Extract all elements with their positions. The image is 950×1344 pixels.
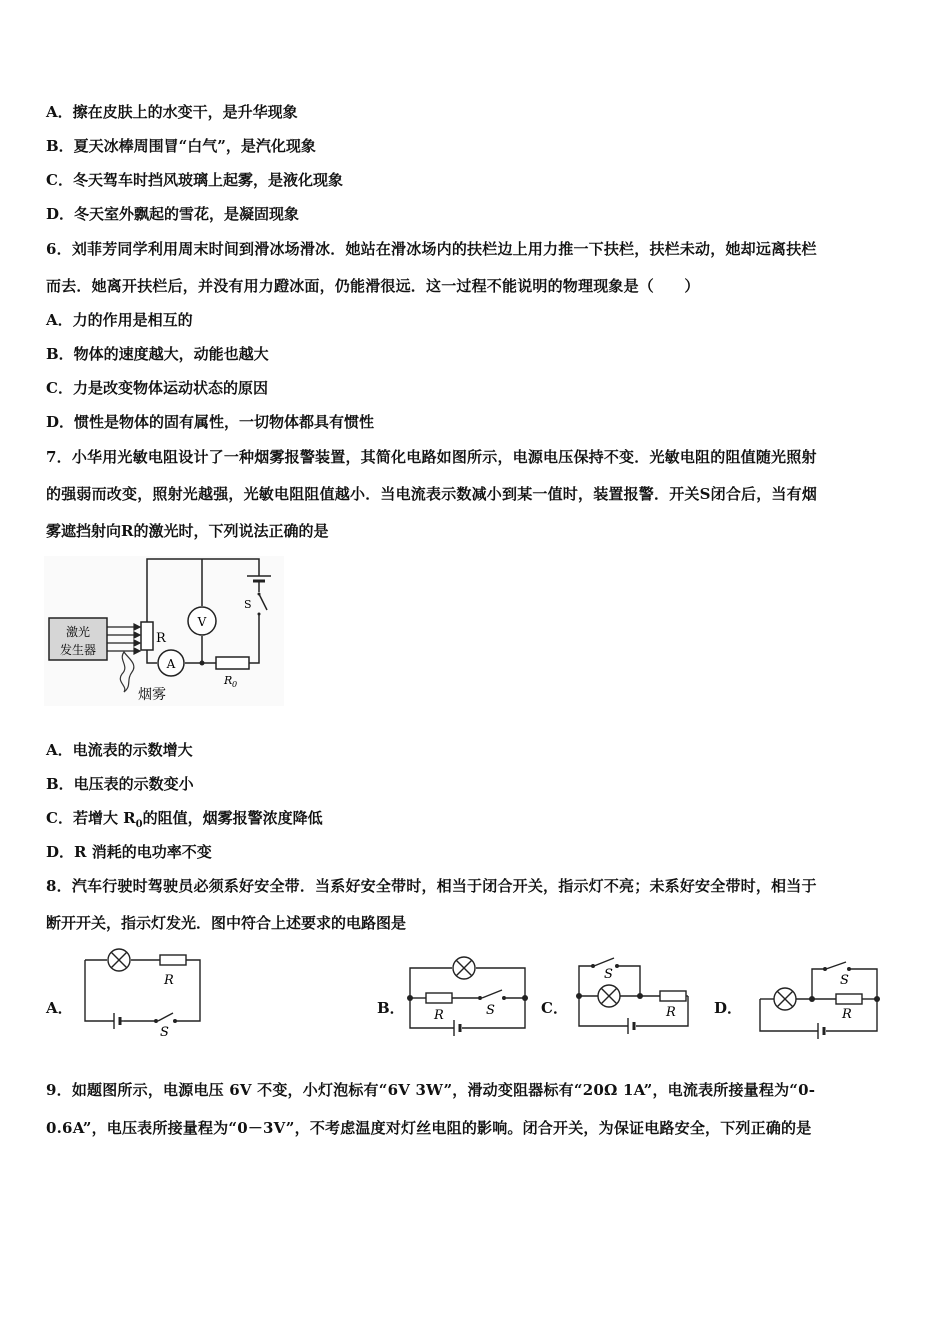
resistor-icon xyxy=(160,955,186,965)
q8-circuit-a xyxy=(80,944,205,1040)
resistor-icon xyxy=(660,991,686,1001)
q5-option-d: D．冬天室外飘起的雪花，是凝固现象 xyxy=(46,205,300,223)
q8b-s-label: S xyxy=(486,1003,495,1018)
resistor-icon xyxy=(836,994,862,1004)
ammeter-label: A xyxy=(166,657,176,671)
voltmeter-label: V xyxy=(197,615,207,629)
q6-option-b: B．物体的速度越大，动能也越大 xyxy=(46,345,269,363)
q6-stem-line-1: 6．刘菲芳同学利用周末时间到滑冰场滑冰．她站在滑冰场内的扶栏边上用力推一下扶栏，扶栏未动，她却远离扶栏 xyxy=(46,240,817,258)
q8a-r-label: R xyxy=(164,973,174,988)
photoresistor-label: R xyxy=(156,631,166,646)
q7-stem-line-1: 7．小华用光敏电阻设计了一种烟雾报警装置，其简化电路如图所示，电源电压保持不变．光敏电阻的阻值随光照射 xyxy=(46,448,817,466)
q8-stem-line-1: 8．汽车行驶时驾驶员必须系好安全带．当系好安全带时，相当于闭合开关，指示灯不亮；未系好安全带时，相当于 xyxy=(46,877,817,895)
resistor-icon xyxy=(426,993,452,1003)
smoke-label: 烟雾 xyxy=(138,687,166,703)
q7-option-c-post: 的阻值，烟雾报警浓度降低 xyxy=(142,809,323,827)
q8c-s-label: S xyxy=(604,967,613,982)
q8-stem-line-2: 断开开关，指示灯发光．图中符合上述要求的电路图是 xyxy=(46,914,407,932)
q8c-r-label: R xyxy=(666,1005,676,1020)
q5-option-c: C．冬天驾车时挡风玻璃上起雾，是液化现象 xyxy=(46,171,343,189)
q7-option-c xyxy=(46,808,323,828)
laser-label-line-1: 激光 xyxy=(65,625,91,639)
q7-option-c-pre: C．若增大 R xyxy=(46,809,136,827)
q8-circuit-d xyxy=(752,956,887,1046)
q8-circuit-b xyxy=(402,952,532,1042)
q7-stem-line-3: 雾遮挡射向R的激光时，下列说法正确的是 xyxy=(46,522,329,540)
q5-option-a: A．擦在皮肤上的水变干，是升华现象 xyxy=(46,103,298,121)
q6-option-a: A．力的作用是相互的 xyxy=(46,311,193,329)
q6-option-c: C．力是改变物体运动状态的原因 xyxy=(46,379,268,397)
q8-option-b-label: B． xyxy=(377,999,405,1017)
q6-stem-line-2: 而去．她离开扶栏后，并没有用力蹬冰面，仍能滑很远．这一过程不能说明的物理现象是（ ） xyxy=(46,277,700,295)
switch-label: S xyxy=(244,598,252,611)
q8a-s-label: S xyxy=(160,1025,169,1040)
photoresistor-r xyxy=(141,622,153,650)
q7-option-a: A．电流表的示数增大 xyxy=(46,741,193,759)
q8-option-a-label: A． xyxy=(46,999,73,1017)
q7-stem-line-2: 的强弱而改变，照射光越强，光敏电阻阻值越小．当电流表示数减小到某一值时，装置报警．开关S闭合后，当有烟 xyxy=(46,485,818,503)
q5-option-b: B．夏天冰棒周围冒“白气”，是汽化现象 xyxy=(46,137,316,155)
r0-subscript: 0 xyxy=(232,680,238,689)
q7-option-d: D．R 消耗的电功率不变 xyxy=(46,843,212,861)
q8d-r-label: R xyxy=(842,1007,852,1022)
q9-stem-line-1: 9．如题图所示，电源电压 6V 不变，小灯泡标有“6V 3W”，滑动变阻器标有“20Ω 1A”，电流表所接量程为“0- xyxy=(46,1081,816,1099)
q7-circuit-figure xyxy=(44,556,284,706)
q8b-r-label: R xyxy=(434,1008,444,1023)
q8-option-d-label: D． xyxy=(714,999,743,1017)
q7-option-c-sub: 0 xyxy=(135,819,143,830)
q8-circuit-c xyxy=(570,950,695,1042)
laser-label-line-2: 发生器 xyxy=(59,643,97,657)
q8-option-c-label: C． xyxy=(541,999,568,1017)
q6-option-d: D．惯性是物体的固有属性，一切物体都具有惯性 xyxy=(46,413,375,431)
q7-option-b: B．电压表的示数变小 xyxy=(46,775,194,793)
resistor-r0 xyxy=(216,657,249,669)
r0-label: R xyxy=(224,674,233,687)
q8d-s-label: S xyxy=(840,973,849,988)
q9-stem-line-2: 0.6A”，电压表所接量程为“0－3V”，不考虑温度对灯丝电阻的影响。闭合开关，为保证电路安全，下列正确的是 xyxy=(46,1119,812,1137)
